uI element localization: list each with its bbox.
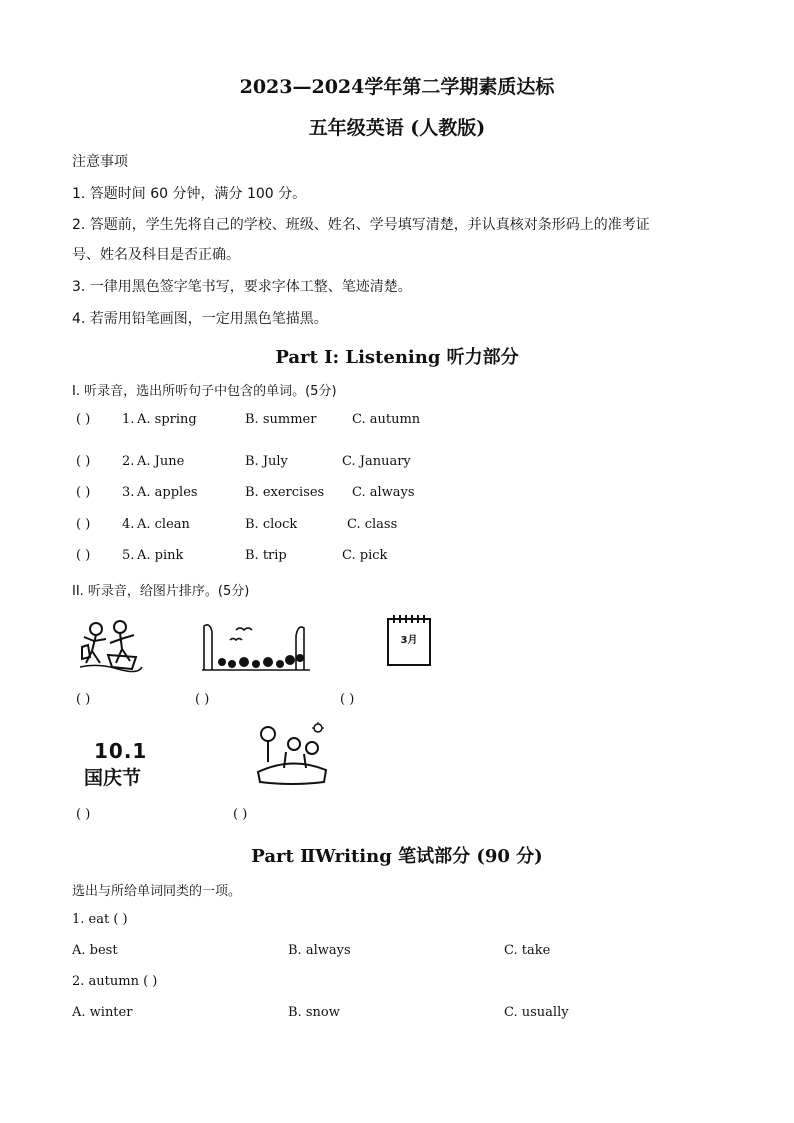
note-item: 2. 答题前，学生先将自己的学校、班级、姓名、学号填写清楚，并认真核对条形码上的准考证 [72,217,650,233]
option-c: C. January [342,454,411,469]
note-item: 1. 答题时间 60 分钟，满分 100 分。 [72,186,307,202]
part2-heading: Part ⅡWriting 笔试部分 (90 分) [251,846,543,867]
option-b: B. exercises [245,485,325,500]
option-b: B. clock [245,517,298,532]
option-b: B. always [288,943,351,958]
question-number: 5. [122,548,135,563]
question-number: 1. [122,412,135,427]
children-playing-picture [78,617,144,673]
picture-bracket[interactable]: ( ) [340,692,355,707]
answer-bracket[interactable]: ( ) [76,548,91,563]
holiday-date: 10.1 [94,739,148,763]
option-c: C. take [504,943,551,958]
option-a: A. June [137,454,185,469]
answer-bracket[interactable]: ( ) [76,412,91,427]
note-item: 号、姓名及科目是否正确。 [72,247,240,263]
picture-bracket[interactable]: ( ) [76,692,91,707]
option-c: C. usually [504,1005,569,1020]
section2-instruction: II. 听录音，给图片排序。(5分) [72,584,250,599]
option-c: C. always [352,485,415,500]
national-day-picture [84,739,164,789]
calendar-month: 3月 [400,635,418,646]
option-a: A. best [72,943,118,958]
option-b: B. July [245,454,288,469]
part1-heading: Part I: Listening 听力部分 [275,347,519,368]
picture-bracket[interactable]: ( ) [195,692,210,707]
part2-instruction: 选出与所给单词同类的一项。 [72,884,242,899]
option-b: B. summer [245,412,317,427]
notes-heading: 注意事项 [72,154,128,170]
answer-bracket[interactable]: ( ) [76,485,91,500]
holiday-name: 国庆节 [84,767,142,789]
option-a: A. spring [137,412,197,427]
option-a: A. clean [137,517,190,532]
picture-bracket[interactable]: ( ) [233,807,248,822]
section1-instruction: I. 听录音，选出所听句子中包含的单词。(5分) [72,384,337,399]
spring-scene-picture [200,618,312,672]
option-a: A. winter [72,1005,133,1020]
picture-bracket[interactable]: ( ) [76,807,91,822]
option-b: B. trip [245,548,287,563]
question-stem[interactable]: 2. autumn ( ) [72,974,158,989]
option-c: C. autumn [352,412,421,427]
option-a: A. pink [137,548,184,563]
option-c: C. class [347,517,398,532]
option-c: C. pick [342,548,388,563]
question-number: 2. [122,454,135,469]
option-b: B. snow [288,1005,340,1020]
answer-bracket[interactable]: ( ) [76,454,91,469]
answer-bracket[interactable]: ( ) [76,517,91,532]
question-number: 3. [122,485,135,500]
page-subtitle: 五年级英语 (人教版) [308,117,486,139]
question-number: 4. [122,517,135,532]
question-stem[interactable]: 1. eat ( ) [72,912,128,927]
option-a: A. apples [137,485,198,500]
children-outdoor-picture [254,722,330,788]
page-title: 2023—2024学年第二学期素质达标 [239,76,555,98]
note-item: 3. 一律用黑色签字笔书写，要求字体工整、笔迹清楚。 [72,279,412,295]
note-item: 4. 若需用铅笔画图，一定用黑色笔描黑。 [72,311,328,327]
calendar-picture [386,613,432,667]
